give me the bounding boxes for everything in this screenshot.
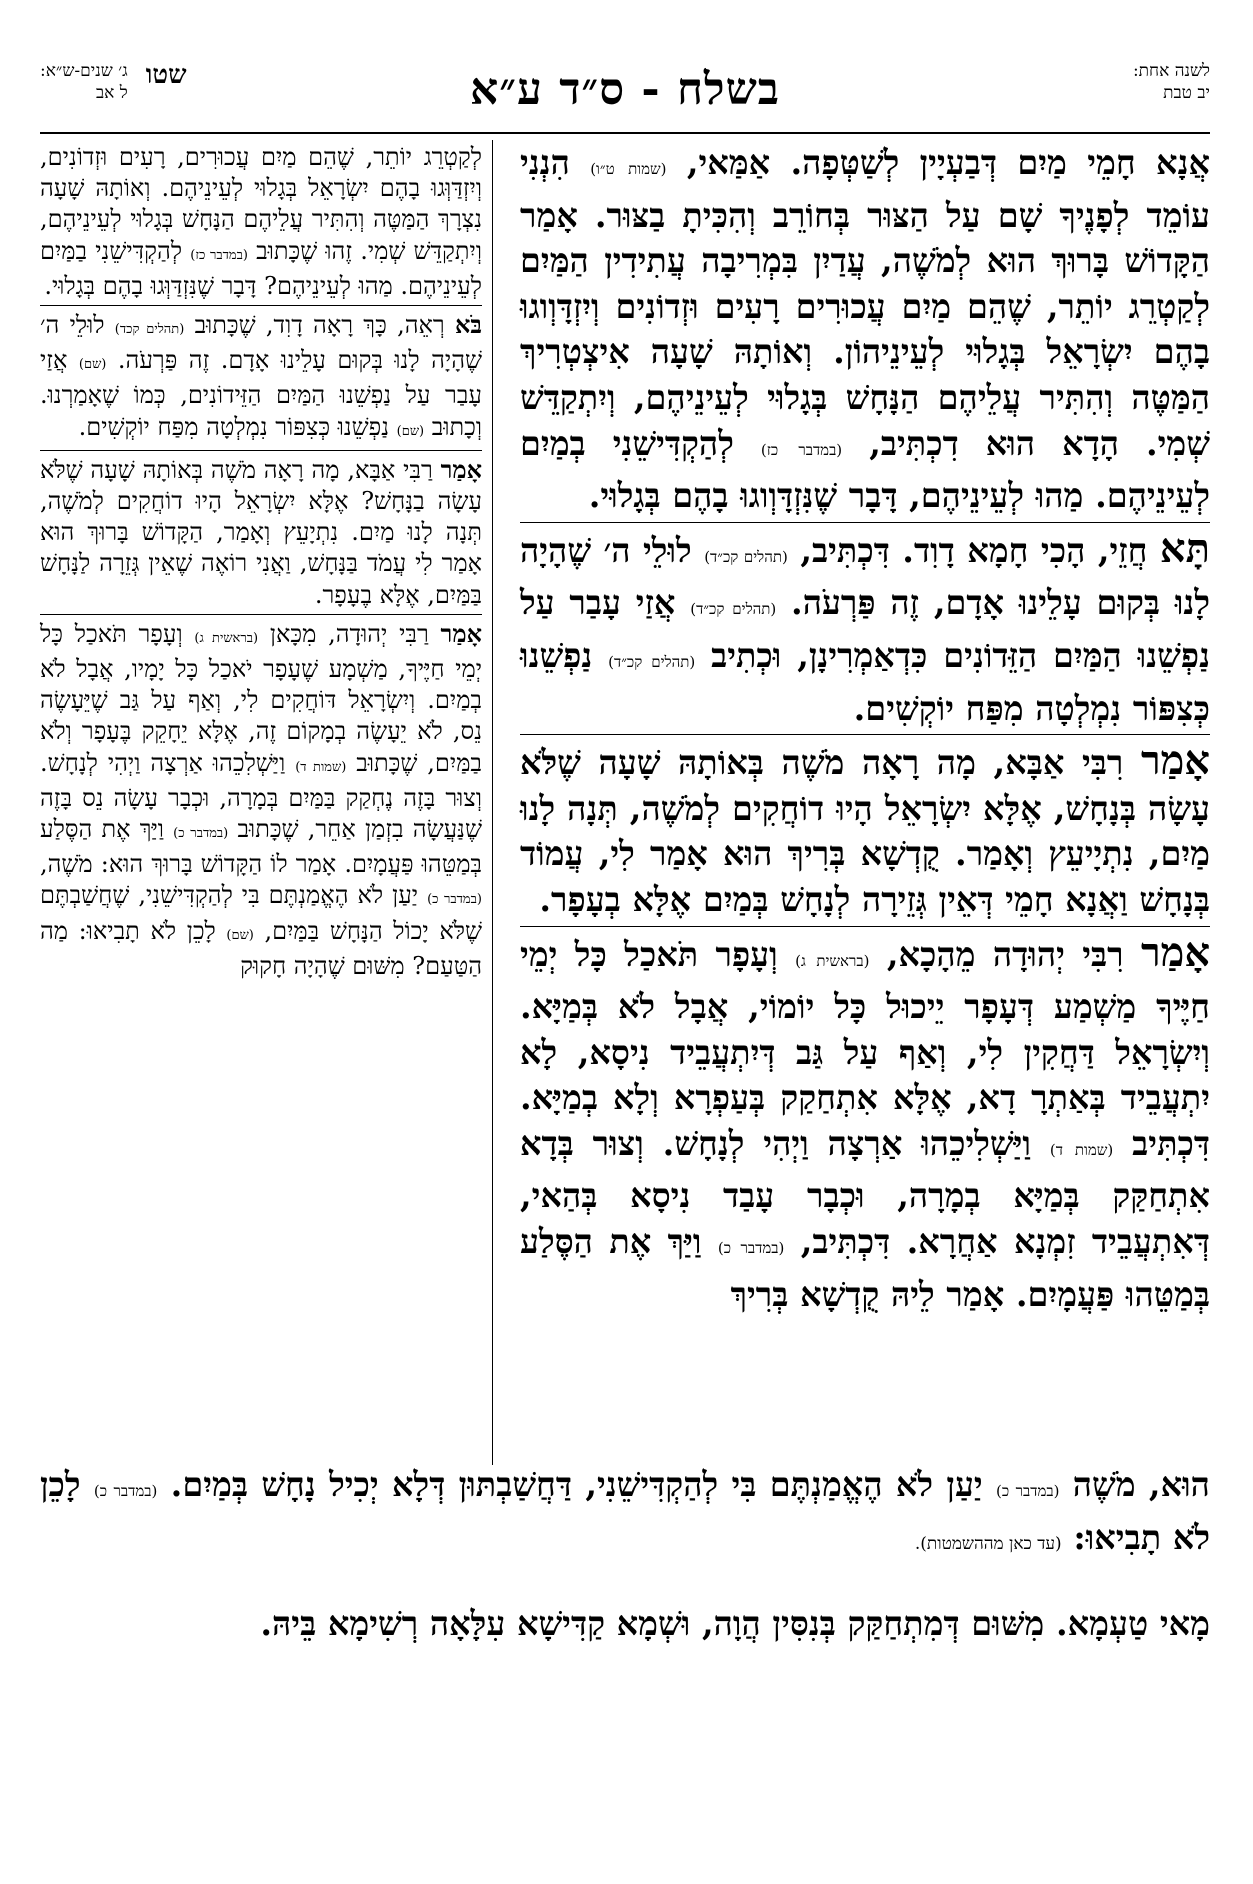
- main-text: לְהַקְדִּישֵׁנִי בְמַיִם לְעֵינֵיהֶם. מַהוּ לְעֵינֵיהֶם, דָּבָר שֶׁנִּזְדָּוְוגוּ בָהֶם בְּגָלוּי.: [520, 423, 1210, 516]
- main-text: אֲזַי עָבַר עַל נַפְשֵׁנוּ הַמַּיִם הַזֵּדוֹנִים כִּדְאַמְרִינָן, וּכְתִיב: [520, 583, 1210, 675]
- verse-reference: (שמות ט״ו): [590, 160, 667, 178]
- verse-reference: (במדבר כז): [760, 440, 843, 459]
- main-text: וַיַּךְ אֶת הַסֶּלַע בְּמַטֵּהוּ פַּעֲמָיִם. אָמַר לֵיהּ קֻדְשָׁא בְּרִיךְ: [520, 1222, 1210, 1314]
- side-text: נַפְשֵׁנוּ כְּצִפּוֹר נִמְלְטָה מִפַּח יוֹקְשִׁים.: [78, 412, 390, 441]
- side-text: לָכֵן לֹא תָבִיאוּ: מַה הַטַּעַם? מִשּׁוּם שֶׁהָיָה חָקוּק: [40, 916, 482, 980]
- page-title: בשלח - ס״ד ע״א: [470, 64, 780, 115]
- side-paragraph-1: [40, 142, 482, 302]
- main-text: רִבִּי אַבָּא, מָה רָאָה מֹשֶׁה בְּאוֹתָהּ שָׁעָה שֶׁלֹּא עָשָׂה בְּנָחָשׁ, אֶלָּא יִשְׂרָאֵל הָיוּ דוֹחֲקִים לְמֹשֶׁה, תְּנָה לָנוּ מַיִם, נִתְיָיעֵץ וְאָמַר. קֻדְשָׁא בְּרִיךְ הוּא אָמַר לִי, עֲמוֹד בְּנָחָשׁ וַאֲנָא חָמֵי דְּאֵין גְּזֵירָה לְנָחָשׁ בְּמַיִם אֶלָּא בְעָפָר.: [520, 743, 1210, 919]
- verse-reference: (במדבר כ): [717, 1239, 785, 1258]
- main-paragraph-1: [520, 140, 1210, 519]
- bottom-paragraph: [40, 1462, 1210, 1567]
- verse-reference: (שם): [226, 927, 254, 943]
- three-year-schedule: [40, 60, 187, 104]
- main-text: וְעָפָר תֹּאכַל כָּל יְמֵי חַיֶּיךָ מַשְׁמַע דְּעָפָר יֵיכוּל כָּל יוֹמוֹי, אֲבָל לֹא בְּמַיָּא. וְיִשְׂרָאֵל דַּחֲקִין לִי, וְאַף עַל גַּב דְּיִתְעֲבֵיד נִיסָא, לָא יִתְעֲבֵיד בְּאַתְרָ דָא, אֶלָּא אִתְחַקַק בְּעַפְרָא וְלָא בְמַיָּא. דִּכְתִּיב: [520, 934, 1210, 1163]
- side-text: לְהַקְדִּישֵׁנִי בַמַּיִם לְעֵינֵיהֶם. מַהוּ לְעֵינֵיהֶם? דָּבָר שֶׁנִּזְדַּוְּגוּ בָהֶם בְּגָלוּי.: [40, 236, 482, 300]
- main-paragraph-3: [520, 738, 1210, 922]
- page-number: שטו: [145, 60, 187, 90]
- paragraph-divider: [520, 926, 1210, 927]
- main-text: הִנְנִי עוֹמֵד לְפָנֶיךָ שָׁם עַל הַצּוּר בְּחוֹרֵב וְהִכִּיתָ בַצּוּר. אָמַר הַקָּדוֹשׁ בָּרוּךְ הוּא לְמֹשֶׁה, עֲדַיִן בִּמְרִיבָה עֲתִידִין הַמַּיִם לְקַטְרֵג יוֹתֵר, שֶׁהֵם מַיִם עֲכוּרִים רָעִים וּזְדוֹנִים וְיִזְדָּוְוגוּ בָהֶם יִשְׂרָאֵל בְּגָלוּי לְעֵינֵיהוֹן. וְאוֹתָהּ שָׁעָה אִיצְטְרִיךְ הַמַּטֶּה וְהִתִּיר עֲלֵיהֶם הַנָּחָשׁ בְּגָלוּי לְעֵינֵיהֶם, וְיִתְקַדֵּשׁ שְׁמִי. הָדָא הוּא דִכְתִּיב,: [520, 143, 1210, 463]
- side-text: וַיַּךְ אֶת הַסֶּלַע בְּמַטֵּהוּ פַּעֲמָיִם. אָמַר לוֹ הַקָּדוֹשׁ בָּרוּךְ הוּא: מֹשֶׁה,: [40, 815, 482, 879]
- side-paragraph-2: [40, 309, 482, 447]
- main-text: הוּא, מֹשֶׁה: [1072, 1465, 1210, 1504]
- opening-word: בֹּא: [455, 310, 482, 340]
- main-text: חֲזֵי, הָכִי חָמָא דָוִד. דִּכְתִּיב,: [800, 530, 1148, 570]
- main-text: לָכֵן לֹא תָבִיאוּ:: [40, 1465, 1210, 1557]
- opening-word: אָמַר: [440, 618, 482, 648]
- side-text: אֲזַי עָבַר עַל נַפְשֵׁנוּ הַמַּיִם הַזֵּידוֹנִים, כְּמוֹ שֶׁאָמַרְנוּ. וְכָתוּב: [40, 346, 482, 441]
- three-year-date: ל אב: [95, 83, 128, 103]
- main-text: רִבִּי יְהוּדָה מֵהָכָא,: [886, 934, 1124, 974]
- side-paragraph-4: [40, 618, 482, 982]
- verse-reference: (תהלים קכ״ד): [704, 547, 788, 566]
- side-text: רַבִּי אַבָּא, מָה רָאָה מֹשֶׁה בְּאוֹתָהּ שָׁעָה שֶׁלֹּא עָשָׂה בַנָּחָשׁ? אֶלָּא יִשְׂרָאֵל הָיוּ דוֹחֲקִים לְמֹשֶׁה, תְּנָה לָנוּ מַיִם. נִתְיָעֵץ וְאָמַר, הַקָּדוֹשׁ בָּרוּךְ הוּא אָמַר לִי עֲמֹד בַּנָּחָשׁ, וַאֲנִי רוֹאֶה שֶׁאֵין גְּזֵרָה לַנָּחָשׁ בַּמַּיִם, אֶלָּא בֶעָפָר.: [40, 455, 482, 609]
- side-paragraph-3: [40, 454, 482, 611]
- verse-reference: (במדבר כ): [93, 1482, 158, 1500]
- verse-reference: (שם): [78, 357, 107, 373]
- main-text: וַיַּשְׁלִיכֵהוּ אַרְצָה וַיְהִי לְנָחָשׁ. וְצוּר בְּדָא אִתְחַקַּק בְּמַיָּא בְמָרָה, וּכְבָר עָבַד נִיסָא בְּהַאי, דְּאִתְעֲבֵיד זִמְנָא אַחֲרָא. דִּכְתִּיב,: [520, 1123, 1210, 1262]
- side-text: רַבִּי יְהוּדָה, מִכָּאן: [269, 619, 429, 648]
- main-paragraph-4: [520, 930, 1210, 1318]
- main-text: לוּלֵי ה׳ שֶׁהָיָה לָנוּ בְּקוּם עָלֵינוּ אָדָם, זֶה פַּרְעֹה.: [520, 530, 1210, 623]
- paragraph-divider: [40, 614, 482, 615]
- column-divider: [492, 140, 493, 1465]
- side-text: וַיַּשְׁלִכֵהוּ אַרְצָה וַיְהִי לְנָחָשׁ. וְצוּר בָּזֶה נֶחְקַק בַּמַּיִם בְּמָרָה, וּכְבָר עָשָׂה נֵס בָּזֶה שֶׁנַּעֲשָׂה בִזְמַן אַחֵר, שֶׁכָּתוּב: [40, 748, 482, 844]
- opening-word: אָמַר: [1140, 928, 1211, 976]
- three-year-label: ג׳ שנים-ש״א:: [40, 61, 128, 81]
- opening-word: תָּא: [1159, 524, 1210, 572]
- main-text: יַעַן לֹא הֶאֱמַנְתֶּם בִּי לְהַקְדִּישֵׁנִי, דַּחֲשַׁבְתּוּן דְּלָא יְכִיל נָחָשׁ בְּמַיִם.: [170, 1465, 983, 1504]
- side-text: לְקַטְרֵג יוֹתֵר, שֶׁהֵם מַיִם עֲכוּרִים, רָעִים וּזְדוֹנִים, וְיִזְדַּוְּגוּ בָהֶם יִשְׂרָאֵל בְּגָלוּי לְעֵינֵיהֶם. וְאוֹתָהּ שָׁעָה נִצְרָךְ הַמַּטֶּה וְהִתִּיר עֲלֵיהֶם הַנָּחָשׁ בְּגָלוּי לְעֵינֵיהֶם, וְיִתְקַדֵּשׁ שְׁמִי. זֶהוּ שֶׁכָּתוּב: [40, 143, 482, 265]
- verse-reference: (שמות ד): [295, 759, 347, 775]
- side-text: רְאֵה, כָּךְ רָאָה דָוִד, שֶׁכָּתוּב: [194, 311, 445, 340]
- full-width-continuation: [40, 1462, 1210, 1567]
- paragraph-divider: [520, 734, 1210, 735]
- main-text: אֲנָא חָמֵי מַיִם דְּבַעְיָין לְשַׁטְּפָה. אַמַּאי,: [686, 143, 1210, 182]
- verse-reference: (במדבר כז): [190, 247, 248, 263]
- verse-reference: (במדבר כ): [173, 826, 229, 842]
- verse-reference: (בראשית ג): [194, 630, 259, 646]
- opening-word: אָמַר: [1140, 737, 1210, 785]
- page-header: [40, 42, 1210, 134]
- verse-reference: (שמות ד): [1049, 1140, 1114, 1159]
- closing-line: מָאי טַעְמָא. מִשּׁוּם דְּמִתְחַקַּק בְּנִסִּין הֲוָה, וּשְׁמָא קַדִּישָׁא עִלָּאָה רְשִׁימָא בֵּיהּ.: [260, 1604, 1210, 1643]
- verse-reference: (בראשית ג): [795, 951, 870, 970]
- one-year-date: יב טבת: [1163, 83, 1210, 103]
- verse-reference: (תהלים קכ״ד): [690, 600, 777, 619]
- side-text: וְעָפָר תֹּאכַל כָּל יְמֵי חַיֶּיךָ, מַשְׁמָע שֶׁעָפָר יֹאכַל כָּל יָמָיו, אֲבָל לֹא בְמַיִם. וְיִשְׂרָאֵל דּוֹחֲקִים לִי, וְאַף עַל גַּב שֶׁיֵּעָשֶׂה נֵס, לֹא יֵעָשֶׂה בְמָקוֹם זֶה, אֶלָּא יֵחָקֵק בֶּעָפָר וְלֹא בַמַּיִם, שֶׁכָּתוּב: [40, 619, 482, 777]
- verse-reference: (שם): [396, 423, 425, 439]
- main-paragraph-2: [520, 526, 1210, 731]
- verse-reference: (תהלים קכד): [114, 322, 185, 338]
- omission-note: (עד כאן מההשמטות).: [914, 1533, 1062, 1554]
- one-year-label: לשנה אחת:: [1132, 61, 1210, 81]
- main-aramaic-column: [520, 140, 1210, 1317]
- opening-word: אָמַר: [440, 454, 482, 484]
- paragraph-divider: [520, 522, 1210, 523]
- main-text: נַפְשֵׁנוּ כְּצִפּוֹר נִמְלְטָה מִפַּח יוֹקְשִׁים.: [520, 635, 1210, 728]
- hebrew-translation-column: [40, 142, 482, 982]
- side-text: לוּלֵי ה׳ שֶׁהָיָה לָנוּ בְּקוּם עָלֵינוּ אָדָם. זֶה פַּרְעֹה.: [40, 311, 482, 375]
- paragraph-divider: [40, 305, 482, 306]
- verse-reference: (במדבר כ): [996, 1482, 1060, 1500]
- verse-reference: (תהלים קכ״ד): [608, 652, 696, 671]
- side-text: יַעַן לֹא הֶאֱמַנְתֶּם בִּי לְהַקְדִּישֵׁנִי, שֶׁחֲשַׁבְתֶּם שֶׁלֹּא יָכוֹל הַנָּחָשׁ בַּמַּיִם,: [40, 881, 482, 945]
- verse-reference: (במדבר כ): [427, 892, 482, 908]
- paragraph-divider: [40, 450, 482, 451]
